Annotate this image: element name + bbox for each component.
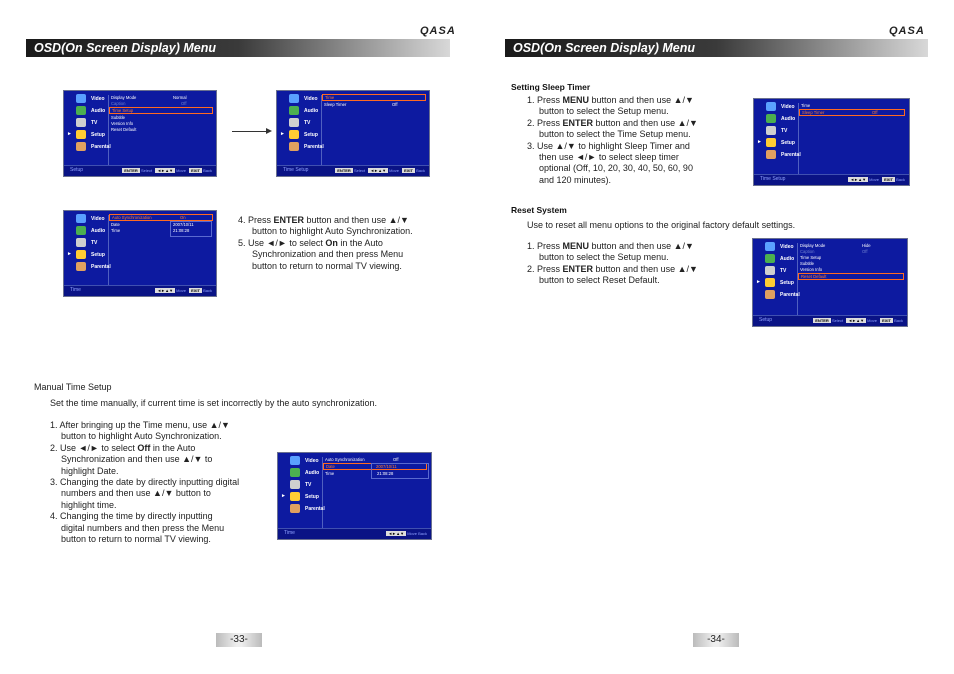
flow-arrow: [232, 131, 268, 132]
page-number-right: -34-: [693, 633, 739, 647]
sleep-timer-steps: 1. Press MENU button and then use ▲/▼ button to select the Setup menu. 2. Press ENTER button and then use ▲/▼ button to select the Time Setup menu. 3. Use ▲/▼ to highlight Sleep Timer and then use ◄/► to select sleep timer optional (Off, 10, 20, 30, 40, 50, 60, 90 and 120 minutes).: [527, 95, 698, 185]
flow-arrow-head: [266, 128, 272, 134]
reset-system-title: Reset System: [511, 205, 567, 215]
osd-screen-setup: Video Audio TV ► Setup Parental Display Mode Normal Caption Off Time Setup Subtitle Version Info Reset Default Setup ENTER Select ◄►▲▼ Move EXIT Back: [63, 90, 217, 177]
osd-screen-time-manual: Video Audio TV ► Setup Parental Auto Synchronization Off Date 2007/10/11 Time 21:08:28 Time ◄►▲▼ Move Back: [277, 452, 432, 540]
brand-logo: QASA: [420, 25, 456, 37]
header-title: OSD(On Screen Display) Menu: [34, 41, 216, 55]
steps-auto-sync: 4. Press ENTER button and then use ▲/▼ button to highlight Auto Synchronization. 5. Use ◄/► to select On in the Auto Synchronization and then press Menu button to return to normal TV viewing.: [238, 215, 413, 271]
menu-audio: Audio: [91, 108, 106, 114]
section-header: [26, 39, 450, 57]
menu-video: Video: [91, 96, 105, 102]
tv-icon: [76, 118, 86, 127]
sleep-timer-title: Setting Sleep Timer: [511, 82, 591, 92]
osd-screen-sleep-timer: Video Audio TV ► Setup Parental Time Sleep Timer Off Time Setup ◄►▲▼ Move EXIT Back: [753, 98, 910, 186]
manual-time-title: Manual Time Setup: [34, 382, 112, 392]
reset-system-intro: Use to reset all menu options to the original factory default settings.: [527, 220, 796, 230]
menu-parental: Parental: [91, 144, 111, 150]
parental-icon: [76, 142, 86, 151]
osd-screen-time-setup: Video Audio TV ► Setup Parental Time Sleep Timer Off Time Setup ENTER Select ◄►▲▼ Move EXIT Back: [276, 90, 430, 177]
manual-time-steps: 1. After bringing up the Time menu, use ▲/▼ button to highlight Auto Synchronization. 2. Use ◄/► to select Off in the Auto Synchronization and then use ▲/▼ to highlight Date. 3. Changing the date by directly inputting digital numbers and then use ▲/▼ button to highlight time. 4. Changing the time by directly inputting digital numbers and then press the Menu button to return to normal TV viewing.: [50, 420, 240, 545]
setup-icon: [76, 130, 86, 139]
reset-system-steps: 1. Press MENU button and then use ▲/▼ button to select the Setup menu. 2. Press ENTER button and then use ▲/▼ button to select Reset Default.: [527, 241, 698, 286]
brand-logo-right: QASA: [889, 25, 925, 37]
manual-time-intro: Set the time manually, if current time is set incorrectly by the auto synchronization.: [50, 398, 377, 408]
page-number-left: -33-: [216, 633, 262, 647]
osd-screen-time-auto-sync: Video Audio TV ► Setup Parental Auto Synchronization On Date 2007/10/11 Time 21:08:28 Time ◄►▲▼ Move EXIT Back: [63, 210, 217, 297]
video-icon: [76, 94, 86, 103]
audio-icon: [76, 106, 86, 115]
menu-tv: TV: [91, 120, 98, 126]
section-header-right: [505, 39, 928, 57]
osd-screen-reset-default: Video Audio TV ► Setup Parental Display Mode Hide Caption Off Time Setup Subtitle Version Info Reset Default Setup ENTER Select ◄►▲▼ Move EXIT Back: [752, 238, 908, 327]
menu-setup: Setup: [91, 132, 105, 138]
header-title-right: OSD(On Screen Display) Menu: [513, 41, 695, 55]
